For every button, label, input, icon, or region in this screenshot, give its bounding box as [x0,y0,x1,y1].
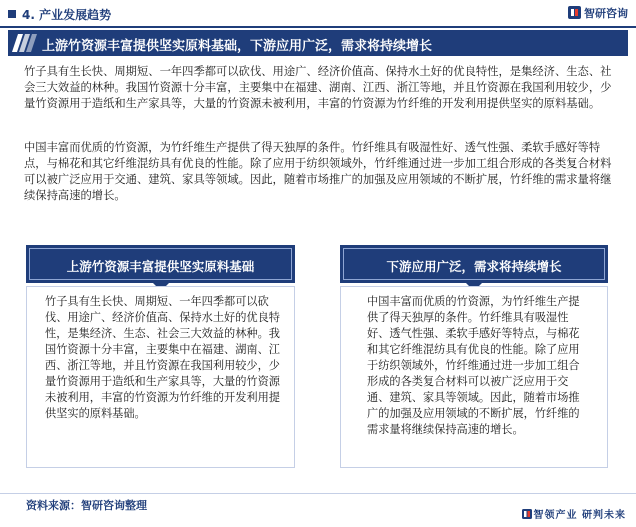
top-bar [0,0,636,27]
intro-paragraph-1: 竹子具有生长快、周期短、一年四季都可以砍伐、用途广、经济价值高、保持水土好的优良特性，是集经济、生态、社会三大效益的林种。我国竹资源十分丰富，主要集中在福建、湖南、江西、浙江等地，并且竹资源在我国利用较少，少量竹资源用于造纸和生产家具等，大量的竹资源未被利用，丰富的竹资源为竹纤维的开发利用提供坚实的原料基础。 [24,65,612,110]
section-label-text: 4. 产业发展趋势 [22,8,112,22]
top-divider [0,26,636,28]
left-card-title: 上游竹资源丰富提供坚实原料基础 [66,259,255,274]
section-label [8,6,111,23]
square-bullet-icon [8,10,16,18]
right-card-title: 下游应用广泛，需求将持续增长 [386,259,562,274]
brand [568,5,628,21]
headline-banner [8,30,628,56]
zhiyan-logo-small-icon [522,509,532,519]
intro-paragraph-2: 中国丰富而优质的竹资源，为竹纤维生产提供了得天独厚的条件。竹纤维具有吸湿性好、透气性强、柔软手感好等特点，与棉花和其它纤维混纺具有优良的性能。除了应用于纺织领域外，竹纤维通过进一步加工组合形成的各类复合材料可以被广泛应用于交通、建筑、家具等领域。因此，随着市场推广的加强及应用领域的不断扩展，竹纤维的需求量将继续保持高速的增长。 [24,141,612,202]
left-card-text: 竹子具有生长快、周期短、一年四季都可以砍伐、用途广、经济价值高、保持水土好的优良特性，是集经济、生态、社会三大效益的林种。我国竹资源十分丰富，主要集中在福建、湖南、江西、浙江等地，并且竹资源在我国利用较少，少量竹资源用于造纸和生产家具等，大量的竹资源未被利用，丰富的竹资源为竹纤维的开发利用提供坚实的原料基础。 [45,295,280,420]
source-note: 资料来源：智研咨询整理 [26,499,147,512]
bottom-divider [0,493,636,494]
triple-slash-icon [8,30,38,56]
right-card-text: 中国丰富而优质的竹资源，为竹纤维生产提供了得天独厚的条件。竹纤维具有吸湿性好、透气性强、柔软手感好等特点，与棉花和其它纤维混纺具有优良的性能。除了应用于纺织领域外，竹纤维通过进一步加工组合形成的各类复合材料可以被广泛应用于交通、建筑、家具等领域。因此，随着市场推广的加强及应用领域的不断扩展，竹纤维的需求量将继续保持高速的增长。 [367,295,580,436]
right-card-body [340,286,608,468]
brand-name: 智研咨询 [584,7,628,20]
zhiyan-logo-icon [568,6,581,19]
left-card-body [26,286,295,468]
slogan [522,506,626,521]
slogan-text: 智领产业 研判未来 [533,510,626,521]
left-card-header [26,245,295,283]
right-card-header [340,245,608,283]
banner-title: 上游竹资源丰富提供坚实原料基础，下游应用广泛，需求将持续增长 [42,39,433,54]
